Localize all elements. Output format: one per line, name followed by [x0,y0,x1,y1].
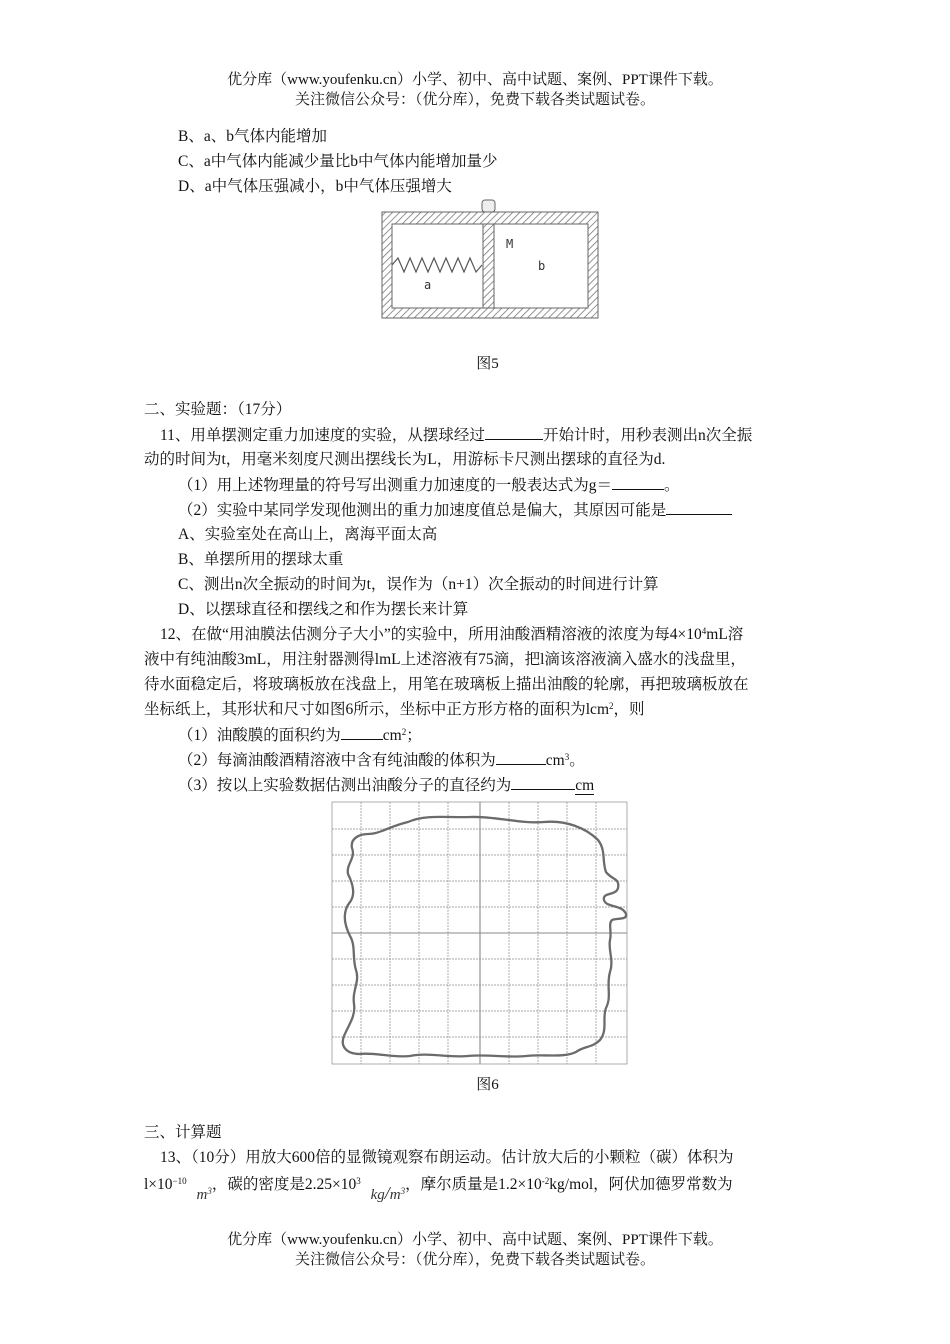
q11-part-1-post: 。 [664,477,680,494]
figure-6-caption: 图6 [476,1077,499,1093]
figure-5 [378,198,602,328]
q11-line-1-pre: 11、用单摆测定重力加速度的实验，从摆球经过 [160,427,485,444]
q12-part-2 [178,750,585,771]
q11-line-2: 动的时间为t，用毫米刻度尺测出摆线长为L，用游标卡尺测出摆球的直径为d. [144,451,666,468]
header-line-1: 优分库（www.youfenku.cn）小学、初中、高中试题、案例、PPT课件下载。 [227,72,723,88]
q12-line-1-pre: 12、在做“用油膜法估测分子大小”的实验中，所用油酸酒精溶液的浓度为每4×10 [160,626,702,643]
q13-l2-a: l×10 [144,1176,173,1193]
footer-line-2: 关注微信公众号：（优分库），免费下载各类试题试卷。 [294,1252,655,1268]
q11-option-d: D、以摆球直径和摆线之和作为摆长来计算 [178,601,469,618]
section-2-title: 二、实验题：（17分） [144,401,292,418]
q12-part-1-unit: cm [382,727,402,744]
q12-line-4 [144,700,645,720]
q10-option-d: D、a中气体压强减小，b中气体压强增大 [178,178,452,195]
q12-line-3: 待水面稳定后，将玻璃板放在浅盘上，用笔在玻璃板上描出油酸的轮廓，再把玻璃板放在 [144,676,749,693]
q12-line-1-sup: 4 [701,626,707,636]
q13-l2-b-sup: 3 [356,1176,361,1186]
q12-line-1-post: mL溶 [706,626,744,643]
fig5-label-m: M [506,237,514,251]
q12-line-4-sup: 2 [609,701,614,711]
q11-blank-reason [666,500,732,515]
q13-l2-kg-per-m3: $kg/m^3$ [370,1183,406,1203]
q12-part-2-post: 。 [569,752,585,769]
q11-part-2-text: （2）实验中某同学发现他测出的重力加速度值总是偏大，其原因可能是 [178,502,667,519]
footer-line-1: 优分库（www.youfenku.cn）小学、初中、高中试题、案例、PPT课件下载。 [227,1232,723,1248]
q12-blank-diameter [511,775,575,790]
q13-l2-m: $m^3$ [196,1186,212,1203]
q12-line-2: 液中有纯油酸3mL，用注射器测得lmL上述溶液有75滴，把l滴该溶液滴入盛水的浅盘里， [144,651,746,668]
q11-option-b: B、单摆所用的摆球太重 [178,551,344,568]
fig5-label-b: b [538,259,546,273]
figure-5-caption: 图5 [476,356,499,372]
q12-part-1 [178,725,422,746]
q12-part-3-pre: （3）按以上实验数据估测出油酸分子的直径约为 [178,777,512,794]
q12-line-4-pre: 坐标纸上，其形状和尺寸如图6所示，坐标中正方形方格的面积为lcm [144,701,609,718]
section-3-title: 三、计算题 [144,1124,222,1141]
q12-part-1-post: ； [406,727,422,744]
q10-option-b: B、a、b气体内能增加 [178,128,327,145]
q13-l2-a-sup: −10 [172,1176,187,1186]
q13-l2-c: ，摩尔质量是1.2×10 [405,1176,542,1193]
q11-option-c: C、测出n次全振动的时间为t，误作为（n+1）次全振动的时间进行计算 [178,576,659,593]
q13-line-2 [144,1173,733,1203]
q13-l2-c-sup: -2 [541,1176,550,1186]
q12-blank-area [341,725,383,740]
q11-option-a: A、实验室处在高山上，离海平面太高 [178,526,438,543]
fig6-grid [332,802,627,1064]
q11-part-2 [178,500,732,521]
q12-line-1 [160,625,743,645]
header-line-2: 关注微信公众号：（优分库），免费下载各类试题试卷。 [294,92,655,108]
q11-line-1-post: 开始计时，用秒表测出n次全振 [542,427,753,444]
q12-part-2-pre: （2）每滴油酸酒精溶液中含有纯油酸的体积为 [178,752,496,769]
q10-option-c: C、a中气体内能减少量比b中气体内能增加量少 [178,153,498,170]
q12-part-1-sup: 2 [401,727,407,737]
q12-blank-volume [496,750,546,765]
q13-l2-b: ，碳的密度是2.25×10 [211,1176,357,1193]
q12-part-1-pre: （1）油酸膜的面积约为 [178,727,341,744]
q12-part-3-unit: cm [575,777,595,794]
q12-part-2-sup: 3 [564,752,570,762]
q11-line-1 [160,425,752,446]
oil-film-outline [343,817,626,1057]
q11-part-1-pre: （1）用上述物理量的符号写出测重力加速度的一般表达式为g＝ [178,477,613,494]
q12-part-2-unit: cm [545,752,565,769]
figure-6 [330,800,630,1073]
q11-blank-start [485,425,543,440]
q11-blank-g [612,475,664,490]
q13-line-1: 13、（10分）用放大600倍的显微镜观察布朗运动。估计放大后的小颗粒（碳）体积为 [160,1149,734,1166]
q12-part-3 [178,775,594,796]
q12-line-4-post: ，则 [613,701,645,718]
fig5-label-a: a [424,278,432,292]
q11-part-1 [178,475,680,496]
q13-l2-d: kg/mol，阿伏加德罗常数为 [549,1176,733,1193]
